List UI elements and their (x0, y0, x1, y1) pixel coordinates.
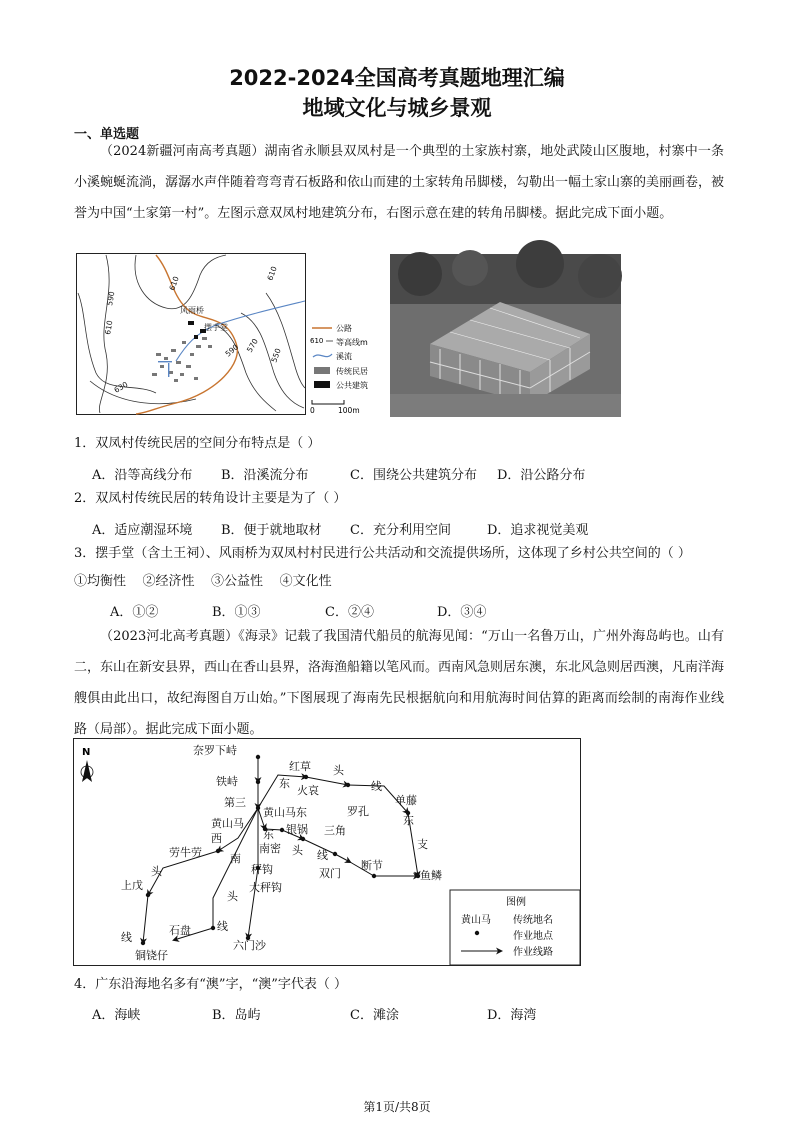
legend-public-label: 公共建筑 (336, 381, 368, 390)
place-huangshanma: 黄山马 (211, 817, 244, 830)
route-text: 头 (151, 865, 162, 878)
route-text: 头 (333, 764, 344, 777)
legend-public-swatch (314, 381, 330, 388)
route-text: 头 (292, 844, 303, 857)
q2-option-d[interactable]: D．追求视觉美观 (487, 523, 589, 538)
page-number: 第1页/共8页 (363, 1100, 431, 1114)
legend-title: 图例 (506, 897, 526, 908)
place-tiexia: 铁峙 (216, 775, 238, 788)
q1-option-d[interactable]: D．沿公路分布 (497, 468, 586, 483)
place-yulin: 鱼鳞 (420, 869, 442, 882)
north-label: N (82, 747, 91, 758)
q4-option-a[interactable]: A．海峡 (92, 1008, 141, 1023)
place-laoniulao: 劳牛劳 (169, 846, 202, 859)
question-4-stem: 4．广东沿海地名多有“澳”字，“澳”字代表（ ） (74, 977, 347, 992)
route-text: 线 (121, 931, 132, 944)
place-dapinggou: 大秤钩 (249, 881, 282, 894)
place-danteng: 单藤 (395, 794, 417, 807)
contour-label: 590 (223, 342, 241, 359)
hall-label: 摆手堂 (204, 323, 228, 332)
question-1-stem: 1．双凤村传统民居的空间分布特点是（ ） (74, 436, 321, 451)
route-text: 东 (403, 814, 414, 827)
place-hongcao: 红草 (289, 760, 311, 773)
q4-option-d[interactable]: D．海湾 (487, 1008, 537, 1023)
place-liumensha: 六门沙 (233, 939, 266, 952)
place-huangshanmadong: 黄山马东 (263, 806, 307, 819)
place-shangwu: 上戊 (121, 879, 143, 892)
legend-sample: 黄山马 (461, 915, 491, 926)
route-text: 头 (227, 890, 238, 903)
route-text: 南 (230, 852, 241, 865)
legend-point-swatch (475, 931, 479, 935)
document-title-line-1: 2022-2024全国高考真题地理汇编 (229, 66, 565, 90)
q1-option-b[interactable]: B．沿溪流分布 (221, 468, 309, 483)
contour-label: 610 (265, 265, 279, 282)
question-2-stem: 2．双凤村传统民居的转角设计主要是为了（ ） (74, 491, 347, 506)
legend-name-label: 传统地名 (513, 915, 553, 926)
scale-distance: 100m (338, 406, 360, 415)
route-text: 东 (263, 828, 274, 841)
legend-contour-label: 等高线m (336, 338, 368, 347)
place-sanjiao: 三角 (324, 824, 346, 837)
scale-zero: 0 (310, 406, 315, 415)
route-map (73, 738, 582, 967)
scale-bar (312, 400, 344, 404)
q3-option-a[interactable]: A．①② (110, 605, 159, 620)
legend-contour-sample: 610 (310, 337, 324, 345)
contour-label: 610 (167, 275, 181, 292)
legend-stream-swatch (313, 354, 332, 357)
legend-stream-label: 溪流 (336, 352, 352, 361)
legend-route-label: 作业线路 (513, 947, 553, 958)
legend-road-label: 公路 (336, 324, 352, 333)
route-text: 线 (317, 849, 328, 862)
route-text: 线 (217, 920, 228, 933)
place-tongnaozi: 铜铙仔 (135, 949, 168, 962)
place-luokong: 罗孔 (347, 805, 369, 818)
contour-label: 630 (112, 379, 130, 395)
route-text: 线 (371, 780, 382, 793)
question-3-subitems: ①均衡性 ②经济性 ③公益性 ④文化性 (74, 574, 332, 589)
place-shuangmen: 双门 (319, 867, 341, 880)
legend-residence-swatch (314, 367, 330, 374)
place-nailuo: 奈罗下峙 (193, 744, 237, 757)
question-3-stem: 3．摆手堂（含土王祠）、风雨桥为双凤村村民进行公共活动和交流提供场所，这体现了乡村公共空间的（ ） (74, 546, 691, 561)
q1-option-c[interactable]: C．围绕公共建筑分布 (350, 468, 477, 483)
place-huojing: 火哀 (297, 784, 319, 797)
q1-option-a[interactable]: A．沿等高线分布 (92, 468, 193, 483)
route-text: 东 (279, 777, 290, 790)
q4-option-b[interactable]: B．岛屿 (212, 1008, 261, 1023)
legend-residence-label: 传统民居 (336, 367, 368, 376)
q2-option-a[interactable]: A．适应潮湿环境 (92, 523, 193, 538)
q2-option-b[interactable]: B．便于就地取材 (221, 523, 322, 538)
place-pinggou: 秤钩 (251, 863, 273, 876)
place-yintong: 银锅 (286, 823, 308, 836)
q3-option-b[interactable]: B．①③ (212, 605, 261, 620)
q3-option-d[interactable]: D．③④ (437, 605, 487, 620)
q4-option-c[interactable]: C．滩涂 (350, 1008, 399, 1023)
place-duanjie: 断节 (361, 859, 383, 872)
section-heading: 一、单选题 (74, 127, 140, 142)
contour-label: 550 (269, 347, 283, 364)
bridge-label: 风雨桥 (180, 306, 204, 315)
contour-label: 570 (244, 337, 260, 354)
document-title-line-2: 地域文化与城乡景观 (302, 96, 492, 120)
passage-1: （2024新疆河南高考真题）湖南省永顺县双凤村是一个典型的土家族村寨，地处武陵山区腹地，村寨中一条小溪蜿蜒流淌，潺潺水声伴随着弯弯青石板路和依山而建的土家转角吊脚楼，勾勒出一幅土家山寨的美丽画卷，被誉为中国“土家第一村”。左图示意双凤村地建筑分布，右图示意在建的转角吊脚楼。据此完成下面小题。 (74, 144, 725, 221)
route-text: 支 (417, 838, 428, 851)
place-nanmi: 南密 (259, 842, 281, 855)
place-disan: 第三 (224, 796, 246, 809)
q3-option-c[interactable]: C．②④ (325, 605, 374, 620)
village-map (76, 253, 368, 415)
q2-option-c[interactable]: C．充分利用空间 (350, 523, 451, 538)
contour-label: 610 (103, 319, 115, 336)
passage-2: （2023河北高考真题）《海录》记载了我国清代船员的航海见闻：“万山一名鲁万山，广州外海岛屿也。山有二，东山在新安县界，西山在香山县界，洛海渔船籍以笔风而。西南风急则居东澳，东北风急则居西澳，凡南洋海艘俱由此出口，故纪海图自万山始。”下图展现了海南先民根据航向和用航海时间估算的距离而绘制的南海作业线路（局部）。据此完成下面小题。 (74, 629, 725, 737)
contour-label: 590 (105, 290, 117, 307)
stilted-building-photo (390, 254, 621, 417)
legend-point-label: 作业地点 (513, 931, 553, 942)
place-shipan: 石盘 (169, 924, 191, 937)
route-text: 西 (211, 832, 222, 845)
